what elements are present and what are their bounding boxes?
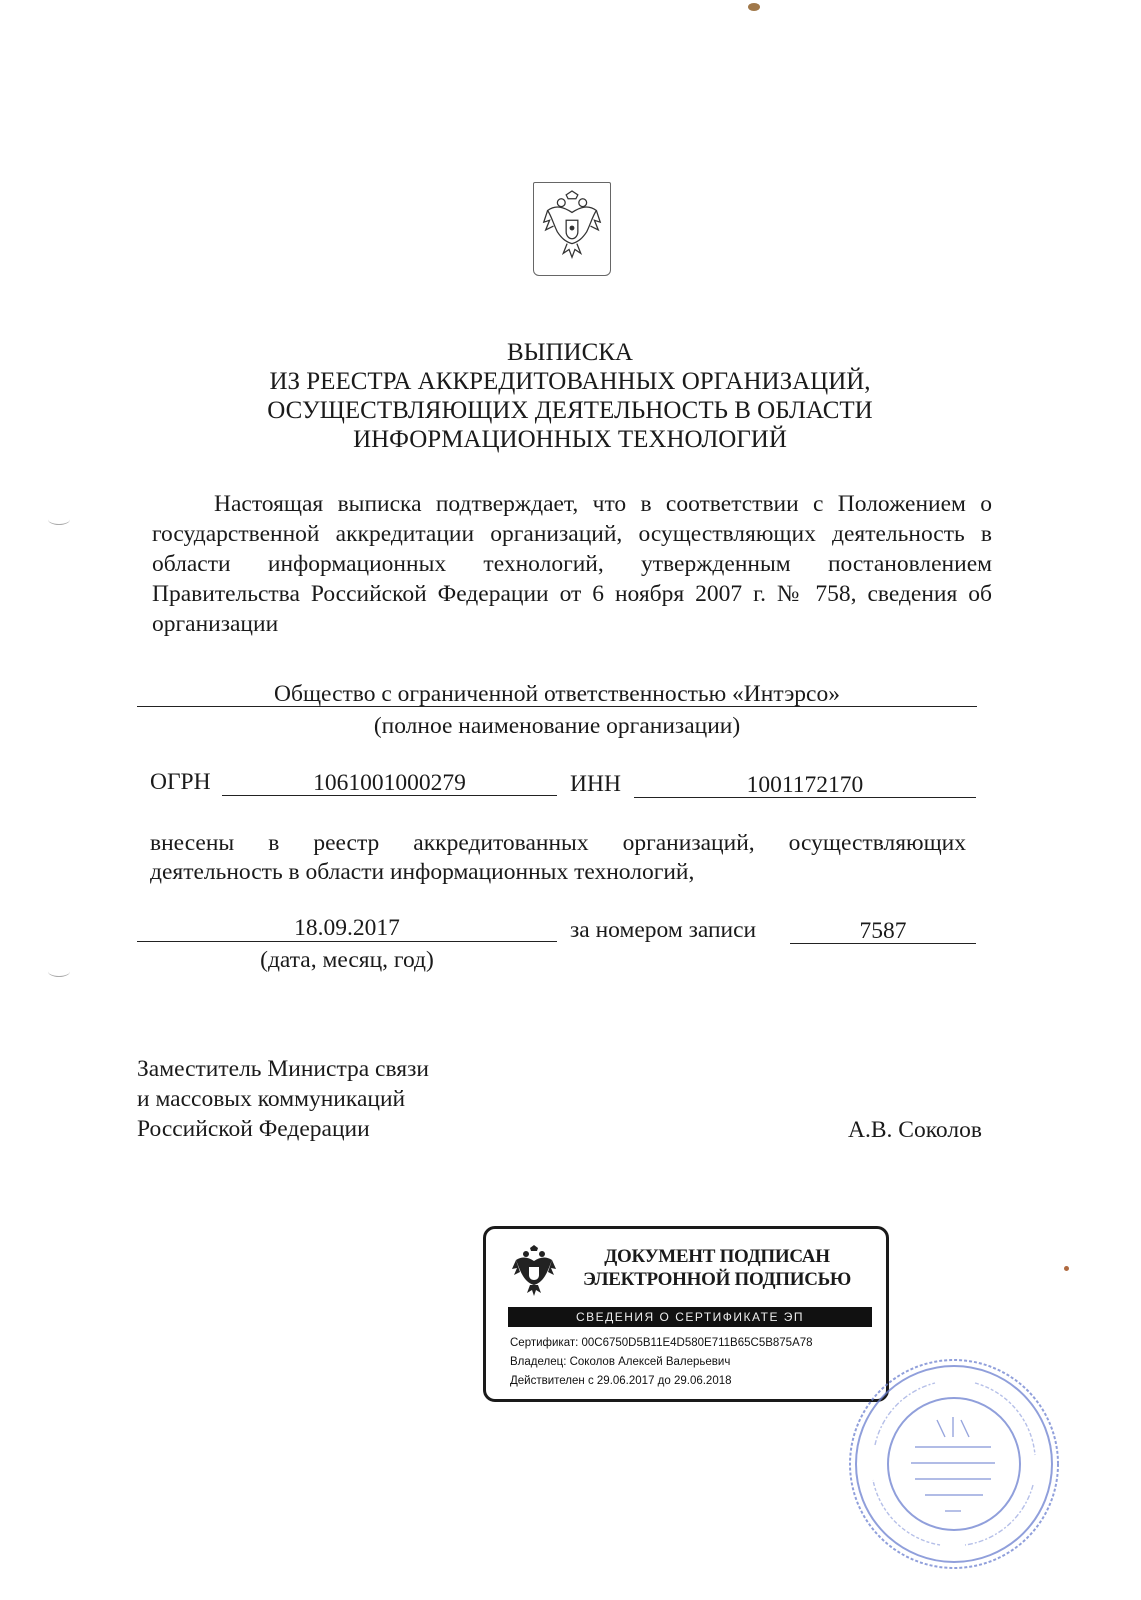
ep-certificate-bar: СВЕДЕНИЯ О СЕРТИФИКАТЕ ЭП [508,1307,872,1327]
title-line: ИЗ РЕЕСТРА АККРЕДИТОВАННЫХ ОРГАНИЗАЦИЙ, [269,368,871,395]
signer-position-line: Заместитель Министра связи [137,1056,429,1082]
document-title [200,338,940,454]
record-number-label: за номером записи [570,917,757,943]
round-stamp [845,1355,1063,1573]
hole-punch-mark [48,514,70,525]
ogrn-label: ОГРН [150,769,211,795]
intro-paragraph [152,489,992,639]
organization-name: Общество с ограниченной ответственностью «Интэрсо» [274,681,840,707]
title-line: ИНФОРМАЦИОННЫХ ТЕХНОЛОГИЙ [353,426,787,453]
hole-punch-mark [48,966,70,977]
signer-position [137,1054,429,1144]
signer-position-line: Российской Федерации [137,1116,370,1142]
record-number: 7587 [859,918,907,944]
double-headed-eagle-icon [534,183,610,275]
signer-name: А.В. Соколов [848,1117,982,1143]
ep-owner: Владелец: Соколов Алексей Валерьевич [510,1356,731,1368]
organization-name-caption: (полное наименование организации) [373,713,741,739]
registry-text-line2: деятельность в области информационных технологий, [150,859,695,885]
date-caption: (дата, месяц, год) [260,947,434,973]
ep-coat-of-arms-icon [508,1243,560,1303]
registry-text-line1: внесены в реестр аккредитованных организаций, осуществляющих [150,830,966,856]
inn-label: ИНН [570,771,621,797]
stamp-seal-icon [845,1355,1063,1573]
inn-value: 1001172170 [746,772,864,798]
signer-position-line: и массовых коммуникаций [137,1086,406,1112]
ep-heading-line: ЭЛЕКТРОННОЙ ПОДПИСЬЮ [582,1269,852,1290]
registry-date: 18.09.2017 [294,915,400,941]
ep-heading [582,1245,852,1291]
ep-certificate-number: Сертификат: 00C6750D5B11E4D580E711B65C5B875A78 [510,1337,813,1349]
ogrn-value: 1061001000279 [313,770,466,796]
ep-validity: Действителен с 29.06.2017 до 29.06.2018 [510,1375,732,1387]
title-line: ОСУЩЕСТВЛЯЮЩИХ ДЕЯТЕЛЬНОСТЬ В ОБЛАСТИ [267,397,873,424]
electronic-signature-box [483,1226,889,1402]
scan-speck [748,3,760,11]
title-line: ВЫПИСКА [507,339,633,366]
ep-heading-line: ДОКУМЕНТ ПОДПИСАН [604,1246,830,1267]
intro-text: Настоящая выписка подтверждает, что в соответствии с Положением о государственной аккредитации организаций, осуществляющих деятельность в области информационных технологий, утвержденным постановлением Правительства Российской Федерации от 6 ноября 2007 г. № 758, сведения об организации [152,491,992,637]
ep-certificate-details [510,1334,880,1391]
scan-speck [1064,1266,1069,1271]
coat-of-arms-emblem [533,182,611,276]
